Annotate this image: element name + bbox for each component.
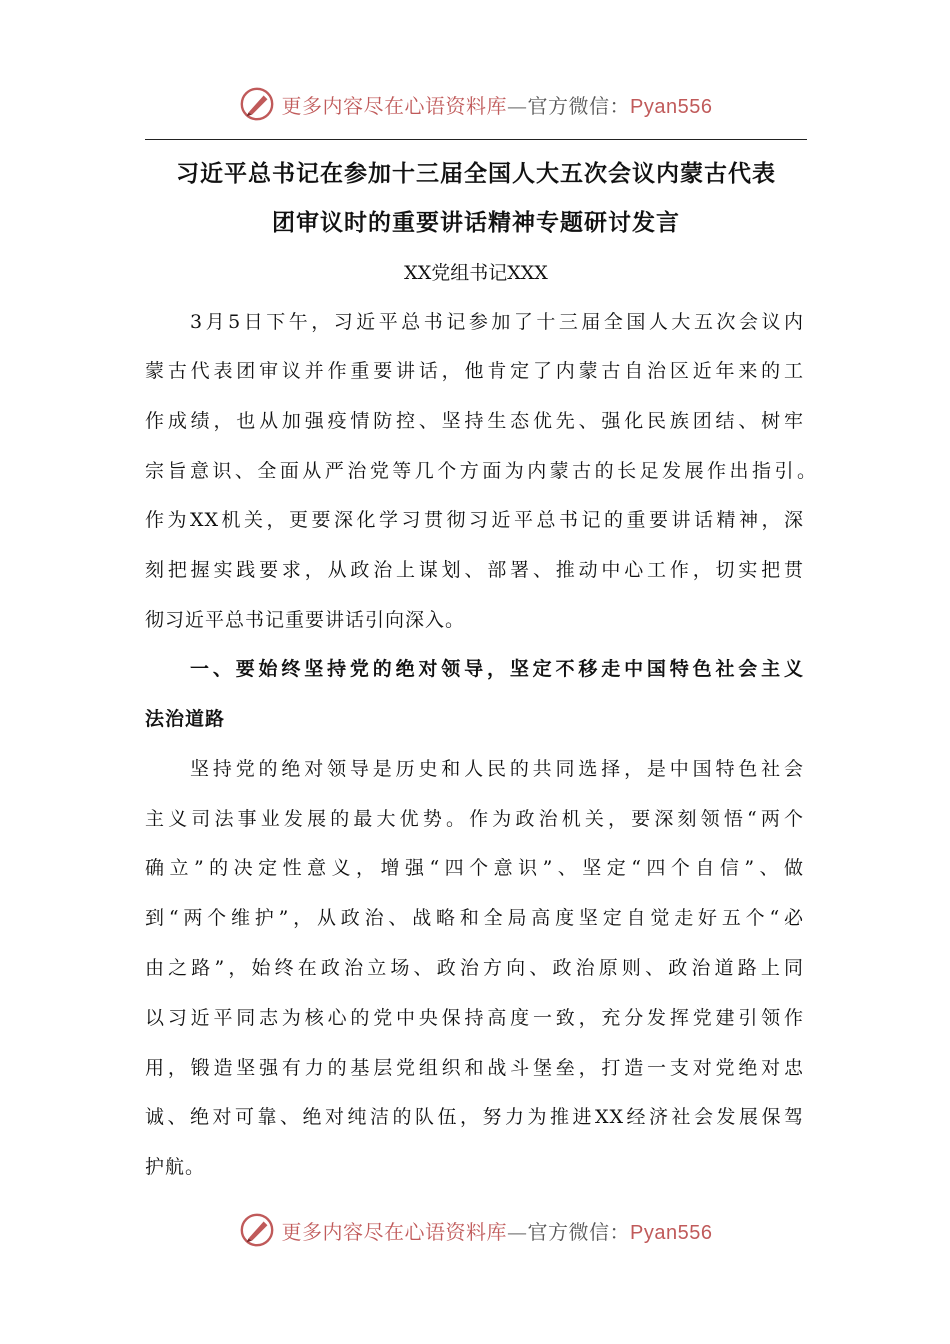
header-watermark-banner [0, 82, 950, 126]
para1-line-1: 3月5日下午，习近平总书记参加了十三届全国人大五次会议内 [190, 311, 804, 333]
para2-line-1: 坚持党的绝对领导是历史和人民的共同选择，是中国特色社会 [190, 758, 804, 780]
doc-title-line-2: 团审议时的重要讲话精神专题研讨发言 [272, 210, 680, 236]
para2-line-7: 用，锻造坚强有力的基层党组织和战斗堡垒，打造一支对党绝对忠 [145, 1057, 804, 1079]
writing-pen-icon [238, 1211, 276, 1249]
para2-line-9: 护航。 [145, 1156, 206, 1178]
banner-text [282, 90, 713, 119]
banner-wx-id: Pyan556 [630, 1221, 713, 1244]
header-divider [145, 139, 807, 140]
doc-title-line-1: 习近平总书记在参加十三届全国人大五次会议内蒙古代表 [176, 161, 776, 187]
para1-line-5: 作为XX机关，更要深化学习贯彻习近平总书记的重要讲话精神，深 [145, 509, 804, 531]
banner-dash: — [507, 1219, 528, 1244]
para2-line-8: 诚、绝对可靠、绝对纯洁的队伍，努力为推进XX经济社会发展保驾 [145, 1106, 804, 1128]
para2-line-2: 主义司法事业发展的最大优势。作为政治机关，要深刻领悟“两个 [145, 808, 804, 830]
section-heading-1-line-1: 一、要始终坚持党的绝对领导，坚定不移走中国特色社会主义 [190, 658, 804, 680]
banner-main: 更多内容尽在心语资料库 [281, 93, 508, 118]
banner-main: 更多内容尽在心语资料库 [281, 1219, 508, 1244]
para2-line-5: 由之路”，始终在政治立场、政治方向、政治原则、政治道路上同 [145, 957, 804, 979]
para2-line-6: 以习近平同志为核心的党中央保持高度一致，充分发挥党建引领作 [145, 1007, 804, 1029]
para1-line-6: 刻把握实践要求，从政治上谋划、部署、推动中心工作，切实把贯 [145, 559, 804, 581]
banner-text [282, 1216, 713, 1245]
para2-line-4: 到“两个维护”，从政治、战略和全局高度坚定自觉走好五个“必 [145, 907, 804, 929]
para1-line-7: 彻习近平总书记重要讲话引向深入。 [145, 609, 466, 631]
banner-dash: — [507, 93, 528, 118]
banner-wx-label: 官方微信： [527, 1219, 631, 1244]
para1-line-4: 宗旨意识、全面从严治党等几个方面为内蒙古的长足发展作出指引。 [145, 460, 817, 482]
banner-wx-id: Pyan556 [630, 95, 713, 118]
para1-line-3: 作成绩，也从加强疫情防控、坚持生态优先、强化民族团结、树牢 [145, 410, 804, 432]
para1-line-2: 蒙古代表团审议并作重要讲话，他肯定了内蒙古自治区近年来的工 [145, 360, 804, 382]
doc-author: XX党组书记XXX [404, 262, 548, 284]
para2-line-3: 确立”的决定性意义，增强“四个意识”、坚定“四个自信”、做 [145, 857, 804, 879]
section-heading-1-line-2: 法治道路 [145, 708, 226, 730]
writing-pen-icon [238, 85, 276, 123]
banner-wx-label: 官方微信： [527, 93, 631, 118]
footer-watermark-banner [0, 1208, 950, 1252]
